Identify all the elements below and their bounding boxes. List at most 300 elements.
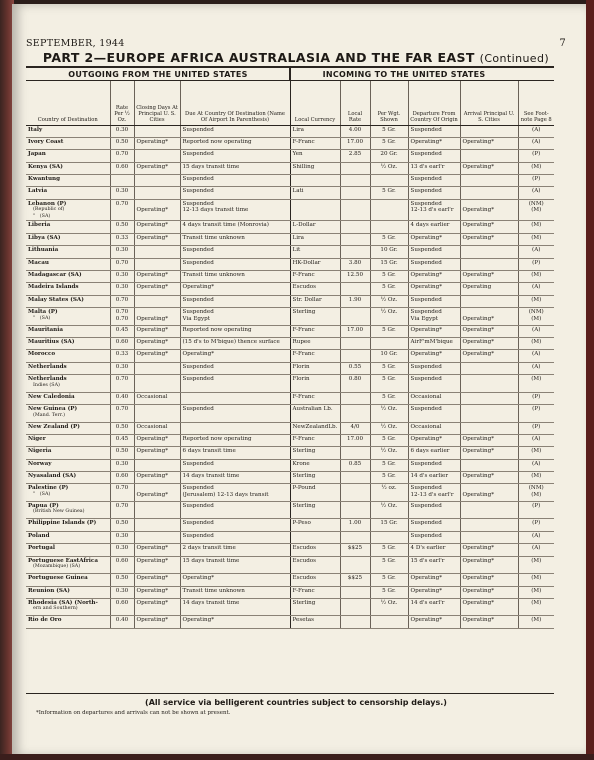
cell-rate: 0.33 bbox=[110, 233, 134, 245]
cell-departure: Suspended bbox=[408, 501, 460, 519]
table-row bbox=[26, 150, 554, 162]
cell-per-wgt: 5 Gr. bbox=[370, 392, 408, 404]
cell-local-rate bbox=[340, 283, 370, 295]
cell-local-rate bbox=[340, 616, 370, 628]
cell-currency: Sterling bbox=[290, 447, 340, 459]
cell-see: (M) bbox=[518, 295, 554, 307]
cell-due: Operating* bbox=[180, 283, 290, 295]
cell-arrival: Operating* bbox=[460, 137, 518, 149]
cell-per-wgt: 5 Gr. bbox=[370, 556, 408, 574]
cell-due: Suspended bbox=[180, 501, 290, 519]
cell-see: (P) bbox=[518, 501, 554, 519]
cell-see: (M) bbox=[518, 233, 554, 245]
cell-due: Transit time unknown bbox=[180, 233, 290, 245]
cell-rate: 0.70 bbox=[110, 258, 134, 270]
cell-rate: 0.60 bbox=[110, 472, 134, 484]
cell-see: (NM) (M) bbox=[518, 199, 554, 221]
cell-due: Suspended bbox=[180, 150, 290, 162]
cell-due: Suspended Via Egypt bbox=[180, 308, 290, 326]
cell-per-wgt bbox=[370, 175, 408, 187]
country-name: Portugal bbox=[28, 545, 56, 552]
cell-due: 4 days transit time (Monrovia) bbox=[180, 221, 290, 233]
cell-departure: Suspended bbox=[408, 175, 460, 187]
cell-due: Suspended bbox=[180, 375, 290, 393]
cell-departure: Occasional bbox=[408, 392, 460, 404]
cell-per-wgt: ½ Oz. bbox=[370, 447, 408, 459]
cell-country bbox=[26, 616, 110, 628]
cell-see: (A) bbox=[518, 283, 554, 295]
cell-rate: 0.50 bbox=[110, 447, 134, 459]
cell-rate: 0.70 bbox=[110, 199, 134, 221]
table-row bbox=[26, 392, 554, 404]
cell-currency: Florin bbox=[290, 375, 340, 393]
cell-see: (A) bbox=[518, 325, 554, 337]
cell-per-wgt: 5 Gr. bbox=[370, 586, 408, 598]
cell-per-wgt: ½ Oz. bbox=[370, 422, 408, 434]
cell-see: (M) bbox=[518, 598, 554, 616]
cell-closing bbox=[134, 258, 180, 270]
cell-see: (A) bbox=[518, 459, 554, 471]
cell-currency: Escudos bbox=[290, 574, 340, 586]
cell-currency: Krone bbox=[290, 459, 340, 471]
cell-see: (A) bbox=[518, 137, 554, 149]
title-continued: (Continued) bbox=[479, 52, 550, 65]
cell-arrival bbox=[460, 175, 518, 187]
cell-arrival: Operating* bbox=[460, 270, 518, 282]
cell-currency: Str. Dollar bbox=[290, 295, 340, 307]
cell-local-rate bbox=[340, 199, 370, 221]
cell-departure: 13 d's earl'r bbox=[408, 162, 460, 174]
cell-arrival: Operating* bbox=[460, 162, 518, 174]
col-arrival: Arrival Principal U. S. Cities bbox=[460, 81, 518, 125]
cell-closing bbox=[134, 175, 180, 187]
cell-closing: Operating* bbox=[134, 586, 180, 598]
cell-local-rate bbox=[340, 447, 370, 459]
cell-rate: 0.30 bbox=[110, 544, 134, 556]
cell-departure: Suspended bbox=[408, 362, 460, 374]
cell-rate: 0.70 bbox=[110, 295, 134, 307]
cell-per-wgt: 5 Gr. bbox=[370, 472, 408, 484]
cell-arrival bbox=[460, 501, 518, 519]
country-name: Italy bbox=[28, 126, 43, 133]
country-name: Latvia bbox=[28, 188, 48, 195]
cell-country bbox=[26, 556, 110, 574]
cell-see: (A) bbox=[518, 544, 554, 556]
cell-per-wgt: ½ Oz. bbox=[370, 295, 408, 307]
cell-country bbox=[26, 270, 110, 282]
cell-local-rate bbox=[340, 187, 370, 199]
cell-rate: 0.45 bbox=[110, 325, 134, 337]
cell-local-rate: 1.00 bbox=[340, 519, 370, 531]
cell-see: (M) bbox=[518, 586, 554, 598]
cell-local-rate: 2.85 bbox=[340, 150, 370, 162]
cell-arrival: Operating* bbox=[460, 586, 518, 598]
cell-arrival bbox=[460, 150, 518, 162]
country-name: New Zealand (P) bbox=[28, 423, 80, 430]
cell-arrival: Operating* bbox=[460, 447, 518, 459]
cell-per-wgt: ½ Oz. bbox=[370, 405, 408, 423]
airmail-schedule-table bbox=[26, 81, 554, 629]
cell-rate: 0.45 bbox=[110, 434, 134, 446]
cell-per-wgt: 15 Gr. bbox=[370, 258, 408, 270]
cell-due: Suspended 12-13 days transit time bbox=[180, 199, 290, 221]
country-name: Philippine Islands (P) bbox=[28, 520, 97, 527]
cell-currency: Yen bbox=[290, 150, 340, 162]
cell-per-wgt: 15 Gr. bbox=[370, 519, 408, 531]
table-row bbox=[26, 283, 554, 295]
table-row bbox=[26, 472, 554, 484]
table-row bbox=[26, 125, 554, 137]
outgoing-section-header: OUTGOING FROM THE UNITED STATES bbox=[68, 70, 248, 79]
cell-arrival bbox=[460, 392, 518, 404]
cell-arrival bbox=[460, 295, 518, 307]
section-headers bbox=[26, 68, 554, 81]
cell-local-rate bbox=[340, 392, 370, 404]
cell-local-rate bbox=[340, 246, 370, 258]
cell-due: Suspended bbox=[180, 295, 290, 307]
cell-due: Reported now operating bbox=[180, 325, 290, 337]
country-name: Papua (P) bbox=[28, 502, 59, 509]
cell-country bbox=[26, 574, 110, 586]
country-name: Madagascar (SA) bbox=[28, 271, 82, 278]
cell-closing: Occasional bbox=[134, 392, 180, 404]
cell-rate: 0.40 bbox=[110, 616, 134, 628]
cell-departure: 6 days earlier bbox=[408, 447, 460, 459]
cell-currency: F-Franc bbox=[290, 392, 340, 404]
cell-departure: Operating* bbox=[408, 616, 460, 628]
table-row bbox=[26, 137, 554, 149]
country-name: Netherlands bbox=[28, 363, 67, 370]
cell-departure: Operating* bbox=[408, 586, 460, 598]
cell-see: (M) bbox=[518, 574, 554, 586]
cell-due: 6 days transit time bbox=[180, 447, 290, 459]
cell-due: Suspended (Jerusalem) 12-13 days transit bbox=[180, 484, 290, 502]
table-row bbox=[26, 308, 554, 326]
col-departure: Departure From Country Of Origin bbox=[408, 81, 460, 125]
cell-departure: Suspended bbox=[408, 187, 460, 199]
cell-per-wgt: 5 Gr. bbox=[370, 137, 408, 149]
cell-local-rate bbox=[340, 484, 370, 502]
cell-rate: 0.40 bbox=[110, 392, 134, 404]
country-name: Palestine (P) bbox=[28, 485, 69, 492]
cell-departure: Operating* bbox=[408, 350, 460, 362]
cell-arrival bbox=[460, 125, 518, 137]
cell-closing: Operating* bbox=[134, 283, 180, 295]
cell-rate: 0.60 bbox=[110, 556, 134, 574]
cell-departure: Suspended bbox=[408, 531, 460, 543]
cell-country bbox=[26, 586, 110, 598]
cell-local-rate bbox=[340, 586, 370, 598]
cell-rate: 0.30 bbox=[110, 362, 134, 374]
cell-country bbox=[26, 337, 110, 349]
cell-per-wgt: ½ Oz. bbox=[370, 501, 408, 519]
book-bottom-edge bbox=[0, 754, 594, 760]
cell-currency: Escudos bbox=[290, 283, 340, 295]
cell-per-wgt: ½ oz. bbox=[370, 484, 408, 502]
cell-see: (NM) (M) bbox=[518, 484, 554, 502]
table-body bbox=[26, 125, 554, 628]
cell-closing bbox=[134, 150, 180, 162]
cell-local-rate: $$25 bbox=[340, 574, 370, 586]
country-subtitle: " (SA) bbox=[33, 491, 51, 497]
cell-departure: AirF'mM'bique bbox=[408, 337, 460, 349]
cell-currency bbox=[290, 175, 340, 187]
table-row bbox=[26, 325, 554, 337]
cell-country bbox=[26, 295, 110, 307]
cell-arrival: Operating* bbox=[460, 199, 518, 221]
cell-arrival bbox=[460, 187, 518, 199]
cell-closing: Operating* bbox=[134, 447, 180, 459]
cell-per-wgt: 5 Gr. bbox=[370, 325, 408, 337]
col-local-rate: Local Rate bbox=[340, 81, 370, 125]
cell-closing: Operating* bbox=[134, 221, 180, 233]
country-name: Japan bbox=[28, 151, 46, 158]
col-per-wgt: Per Wgt. Shown bbox=[370, 81, 408, 125]
cell-country bbox=[26, 405, 110, 423]
cell-currency: Sterling bbox=[290, 308, 340, 326]
cell-departure: Operating* bbox=[408, 283, 460, 295]
cell-rate: 0.70 bbox=[110, 484, 134, 502]
cell-arrival bbox=[460, 531, 518, 543]
cell-currency: Lira bbox=[290, 125, 340, 137]
cell-currency: F-Franc bbox=[290, 350, 340, 362]
cell-due: Suspended bbox=[180, 459, 290, 471]
table-row bbox=[26, 162, 554, 174]
table-row bbox=[26, 484, 554, 502]
cell-country bbox=[26, 150, 110, 162]
cell-see: (P) bbox=[518, 258, 554, 270]
cell-local-rate bbox=[340, 556, 370, 574]
cell-departure: Operating* bbox=[408, 325, 460, 337]
cell-due: Suspended bbox=[180, 258, 290, 270]
cell-country bbox=[26, 544, 110, 556]
cell-due: (15 d's to M'bique) thence surface bbox=[180, 337, 290, 349]
country-subtitle: (Mozambique) (SA) bbox=[33, 564, 81, 570]
cell-per-wgt: 5 Gr. bbox=[370, 125, 408, 137]
cell-departure: Suspended bbox=[408, 519, 460, 531]
cell-see: (P) bbox=[518, 422, 554, 434]
cell-closing bbox=[134, 295, 180, 307]
table-row bbox=[26, 350, 554, 362]
country-subtitle: ern and Southern) bbox=[33, 606, 78, 612]
cell-closing bbox=[134, 125, 180, 137]
cell-due bbox=[180, 392, 290, 404]
cell-local-rate bbox=[340, 162, 370, 174]
cell-country bbox=[26, 325, 110, 337]
cell-country bbox=[26, 459, 110, 471]
cell-departure: Operating* bbox=[408, 434, 460, 446]
cell-arrival: Operating* bbox=[460, 616, 518, 628]
cell-arrival bbox=[460, 362, 518, 374]
cell-arrival bbox=[460, 258, 518, 270]
cell-see: (P) bbox=[518, 175, 554, 187]
cell-per-wgt bbox=[370, 531, 408, 543]
cell-arrival: Operating* bbox=[460, 472, 518, 484]
country-name: New Guinea (P) bbox=[28, 406, 78, 413]
cell-currency: Lit bbox=[290, 246, 340, 258]
cell-per-wgt: 10 Gr. bbox=[370, 350, 408, 362]
country-name: Nyasaland (SA) bbox=[28, 473, 77, 480]
cell-rate: 0.30 bbox=[110, 586, 134, 598]
cell-closing bbox=[134, 501, 180, 519]
cell-see: (M) bbox=[518, 337, 554, 349]
cell-local-rate: 0.80 bbox=[340, 375, 370, 393]
cell-departure: Suspended bbox=[408, 125, 460, 137]
country-name: Madeira Islands bbox=[28, 284, 79, 291]
cell-local-rate bbox=[340, 501, 370, 519]
country-name: Portuguese Guinea bbox=[28, 575, 88, 582]
table-row bbox=[26, 187, 554, 199]
table-row bbox=[26, 616, 554, 628]
cell-closing bbox=[134, 459, 180, 471]
cell-rate: 0.50 bbox=[110, 422, 134, 434]
cell-rate: 0.30 bbox=[110, 246, 134, 258]
cell-due: Suspended bbox=[180, 531, 290, 543]
cell-rate: 0.30 bbox=[110, 125, 134, 137]
censorship-notice: (All service via belligerent countries subject to censorship delays.) bbox=[145, 698, 447, 707]
cell-rate: 0.30 bbox=[110, 459, 134, 471]
cell-per-wgt: 20 Gr. bbox=[370, 150, 408, 162]
cell-rate: 0.60 bbox=[110, 337, 134, 349]
country-subtitle: Indies (SA) bbox=[33, 382, 60, 388]
cell-country bbox=[26, 187, 110, 199]
country-subtitle: (British New Guinea) bbox=[33, 509, 85, 515]
cell-country bbox=[26, 501, 110, 519]
cell-per-wgt: 5 Gr. bbox=[370, 459, 408, 471]
country-name: Niger bbox=[28, 435, 46, 442]
country-name: Malta (P) bbox=[28, 309, 58, 316]
cell-country bbox=[26, 233, 110, 245]
cell-due: 15 days transit time bbox=[180, 556, 290, 574]
table-row bbox=[26, 246, 554, 258]
cell-per-wgt: ½ Oz. bbox=[370, 162, 408, 174]
cell-arrival bbox=[460, 459, 518, 471]
cell-due: Suspended bbox=[180, 405, 290, 423]
cell-per-wgt: 5 Gr. bbox=[370, 362, 408, 374]
cell-country bbox=[26, 392, 110, 404]
col-see-footnote: See Foot-note Page 8 bbox=[518, 81, 554, 125]
cell-currency: NewZealandLb. bbox=[290, 422, 340, 434]
cell-departure: 4 days earlier bbox=[408, 221, 460, 233]
cell-departure: Operating* bbox=[408, 233, 460, 245]
cell-closing: Operating* bbox=[134, 472, 180, 484]
country-subtitle: (Mand. Terr.) bbox=[33, 412, 65, 418]
table-row bbox=[26, 199, 554, 221]
cell-departure: Suspended bbox=[408, 258, 460, 270]
cell-country bbox=[26, 162, 110, 174]
table-row bbox=[26, 574, 554, 586]
cell-currency: Lati bbox=[290, 187, 340, 199]
country-name: Reunion (SA) bbox=[28, 587, 70, 594]
cell-departure: Suspended bbox=[408, 246, 460, 258]
cell-see: (M) bbox=[518, 162, 554, 174]
cell-closing: Operating* bbox=[134, 337, 180, 349]
cell-rate: 0.60 bbox=[110, 598, 134, 616]
cell-currency: F-Franc bbox=[290, 586, 340, 598]
country-name: Malay States (SA) bbox=[28, 296, 84, 303]
cell-see: (P) bbox=[518, 392, 554, 404]
cell-rate: 0.50 bbox=[110, 574, 134, 586]
cell-due bbox=[180, 422, 290, 434]
cell-departure: Suspended bbox=[408, 405, 460, 423]
cell-arrival: Operating* bbox=[460, 544, 518, 556]
cell-closing bbox=[134, 405, 180, 423]
cell-per-wgt: 5 Gr. bbox=[370, 574, 408, 586]
country-name: Poland bbox=[28, 532, 50, 539]
cell-country bbox=[26, 175, 110, 187]
cell-country bbox=[26, 434, 110, 446]
table-row bbox=[26, 501, 554, 519]
cell-see: (NM) (M) bbox=[518, 308, 554, 326]
cell-local-rate: 1.90 bbox=[340, 295, 370, 307]
book-cover-edge bbox=[586, 0, 594, 760]
country-name: Norway bbox=[28, 460, 52, 467]
country-name: Mauritania bbox=[28, 326, 63, 333]
cell-closing bbox=[134, 246, 180, 258]
cell-local-rate: 0.55 bbox=[340, 362, 370, 374]
cell-closing bbox=[134, 531, 180, 543]
cell-rate: 0.70 bbox=[110, 150, 134, 162]
cell-country bbox=[26, 137, 110, 149]
cell-rate: 0.70 0.70 bbox=[110, 308, 134, 326]
cell-per-wgt bbox=[370, 199, 408, 221]
cell-rate: 0.50 bbox=[110, 519, 134, 531]
table-row bbox=[26, 258, 554, 270]
cell-rate: 0.50 bbox=[110, 221, 134, 233]
cell-closing: Operating* bbox=[134, 162, 180, 174]
cell-see: (A) bbox=[518, 350, 554, 362]
cell-local-rate bbox=[340, 175, 370, 187]
country-name: New Caledonia bbox=[28, 393, 75, 400]
cell-country bbox=[26, 221, 110, 233]
country-name: Ivory Coast bbox=[28, 138, 64, 145]
cell-currency: Sterling bbox=[290, 472, 340, 484]
cell-due: Operating* bbox=[180, 574, 290, 586]
cell-see: (A) bbox=[518, 531, 554, 543]
cell-arrival: Operating* bbox=[460, 350, 518, 362]
incoming-section-header: INCOMING TO THE UNITED STATES bbox=[322, 70, 486, 79]
cell-currency: F-Franc bbox=[290, 325, 340, 337]
cell-local-rate bbox=[340, 405, 370, 423]
cell-arrival: Operating* bbox=[460, 434, 518, 446]
country-name: Lebanon (P) bbox=[28, 200, 67, 207]
cell-country bbox=[26, 362, 110, 374]
cell-currency: F-Franc bbox=[290, 137, 340, 149]
cell-per-wgt bbox=[370, 337, 408, 349]
country-name: Rhodesia (SA) (North- bbox=[28, 599, 98, 606]
country-subtitle: " (SA) bbox=[33, 315, 51, 321]
cell-see: (M) bbox=[518, 221, 554, 233]
cell-see: (M) bbox=[518, 375, 554, 393]
cell-per-wgt: 5 Gr. bbox=[370, 434, 408, 446]
cell-currency: Escudos bbox=[290, 556, 340, 574]
cell-closing bbox=[134, 187, 180, 199]
country-name: Netherlands bbox=[28, 376, 67, 383]
cell-see: (M) bbox=[518, 447, 554, 459]
cell-local-rate bbox=[340, 308, 370, 326]
cell-country bbox=[26, 447, 110, 459]
cell-due: Suspended bbox=[180, 175, 290, 187]
table-row bbox=[26, 375, 554, 393]
cell-arrival bbox=[460, 405, 518, 423]
cell-per-wgt bbox=[370, 616, 408, 628]
cell-departure: 14 d's earlier bbox=[408, 472, 460, 484]
col-currency: Local Currency bbox=[290, 81, 340, 125]
cell-due: 2 days transit time bbox=[180, 544, 290, 556]
cell-country bbox=[26, 422, 110, 434]
cell-per-wgt: ½ Oz. bbox=[370, 598, 408, 616]
col-due: Due At Country Of Destination (Name Of Airport In Parenthesis) bbox=[180, 81, 290, 125]
